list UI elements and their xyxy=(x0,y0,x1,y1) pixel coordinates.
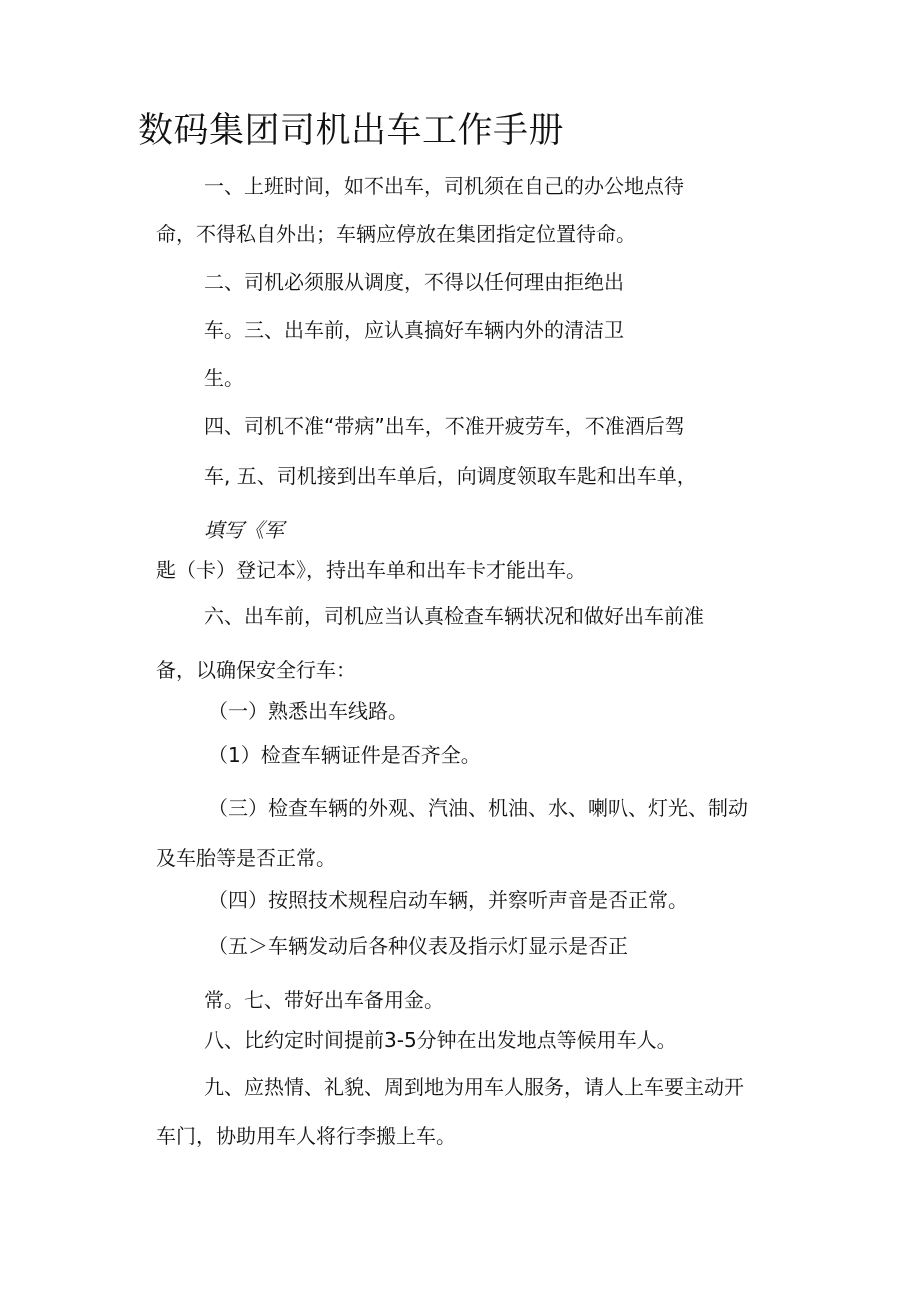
paragraph-line: 一、上班时间，如不出车，司机须在自己的办公地点待 xyxy=(204,174,684,198)
paragraph-line: 车, 五、司机接到出车单后，向调度领取车匙和出车单， xyxy=(204,464,697,488)
paragraph-line: 车门，协助用车人将行李搬上车。 xyxy=(156,1124,456,1148)
paragraph-line: 生。 xyxy=(204,366,244,390)
paragraph-line: 常。七、带好出车备用金。 xyxy=(204,988,444,1012)
paragraph-line: 车。三、出车前，应认真搞好车辆内外的清洁卫 xyxy=(204,318,624,342)
paragraph-line: （三）检查车辆的外观、汽油、机油、水、喇叭、灯光、制动 xyxy=(208,796,748,820)
paragraph-line: 四、司机不准“带病”出车，不准开疲劳车，不准酒后驾 xyxy=(204,414,685,438)
paragraph-line: 及车胎等是否正常。 xyxy=(156,846,336,870)
paragraph-line: 六、出车前，司机应当认真检查车辆状况和做好出车前准 xyxy=(204,604,704,628)
page-title: 数码集团司机出车工作手册 xyxy=(138,111,565,151)
paragraph-line: （一）熟悉出车线路。 xyxy=(208,699,408,723)
paragraph-line: 九、应热情、礼貌、周到地为用车人服务，请人上车要主动开 xyxy=(204,1075,744,1099)
paragraph-line: 二、司机必须服从调度，不得以任何理由拒绝出 xyxy=(204,270,624,294)
paragraph-line: （五＞车辆发动后各种仪表及指示灯显示是否正 xyxy=(208,934,628,958)
paragraph-line: （四）按照技术规程启动车辆，并察听声音是否正常。 xyxy=(208,888,688,912)
paragraph-line: （1）检查车辆证件是否齐全。 xyxy=(208,743,481,767)
paragraph-line: 八、比约定时间提前3-5分钟在出发地点等候用车人。 xyxy=(204,1028,677,1052)
paragraph-line: 匙（卡）登记本》，持出车单和出车卡才能出车。 xyxy=(156,558,586,582)
paragraph-line: 命，不得私自外出；车辆应停放在集团指定位置待命。 xyxy=(156,222,636,246)
paragraph-line: 填写《军 xyxy=(204,518,284,542)
paragraph-line: 备，以确保安全行车： xyxy=(156,658,356,682)
